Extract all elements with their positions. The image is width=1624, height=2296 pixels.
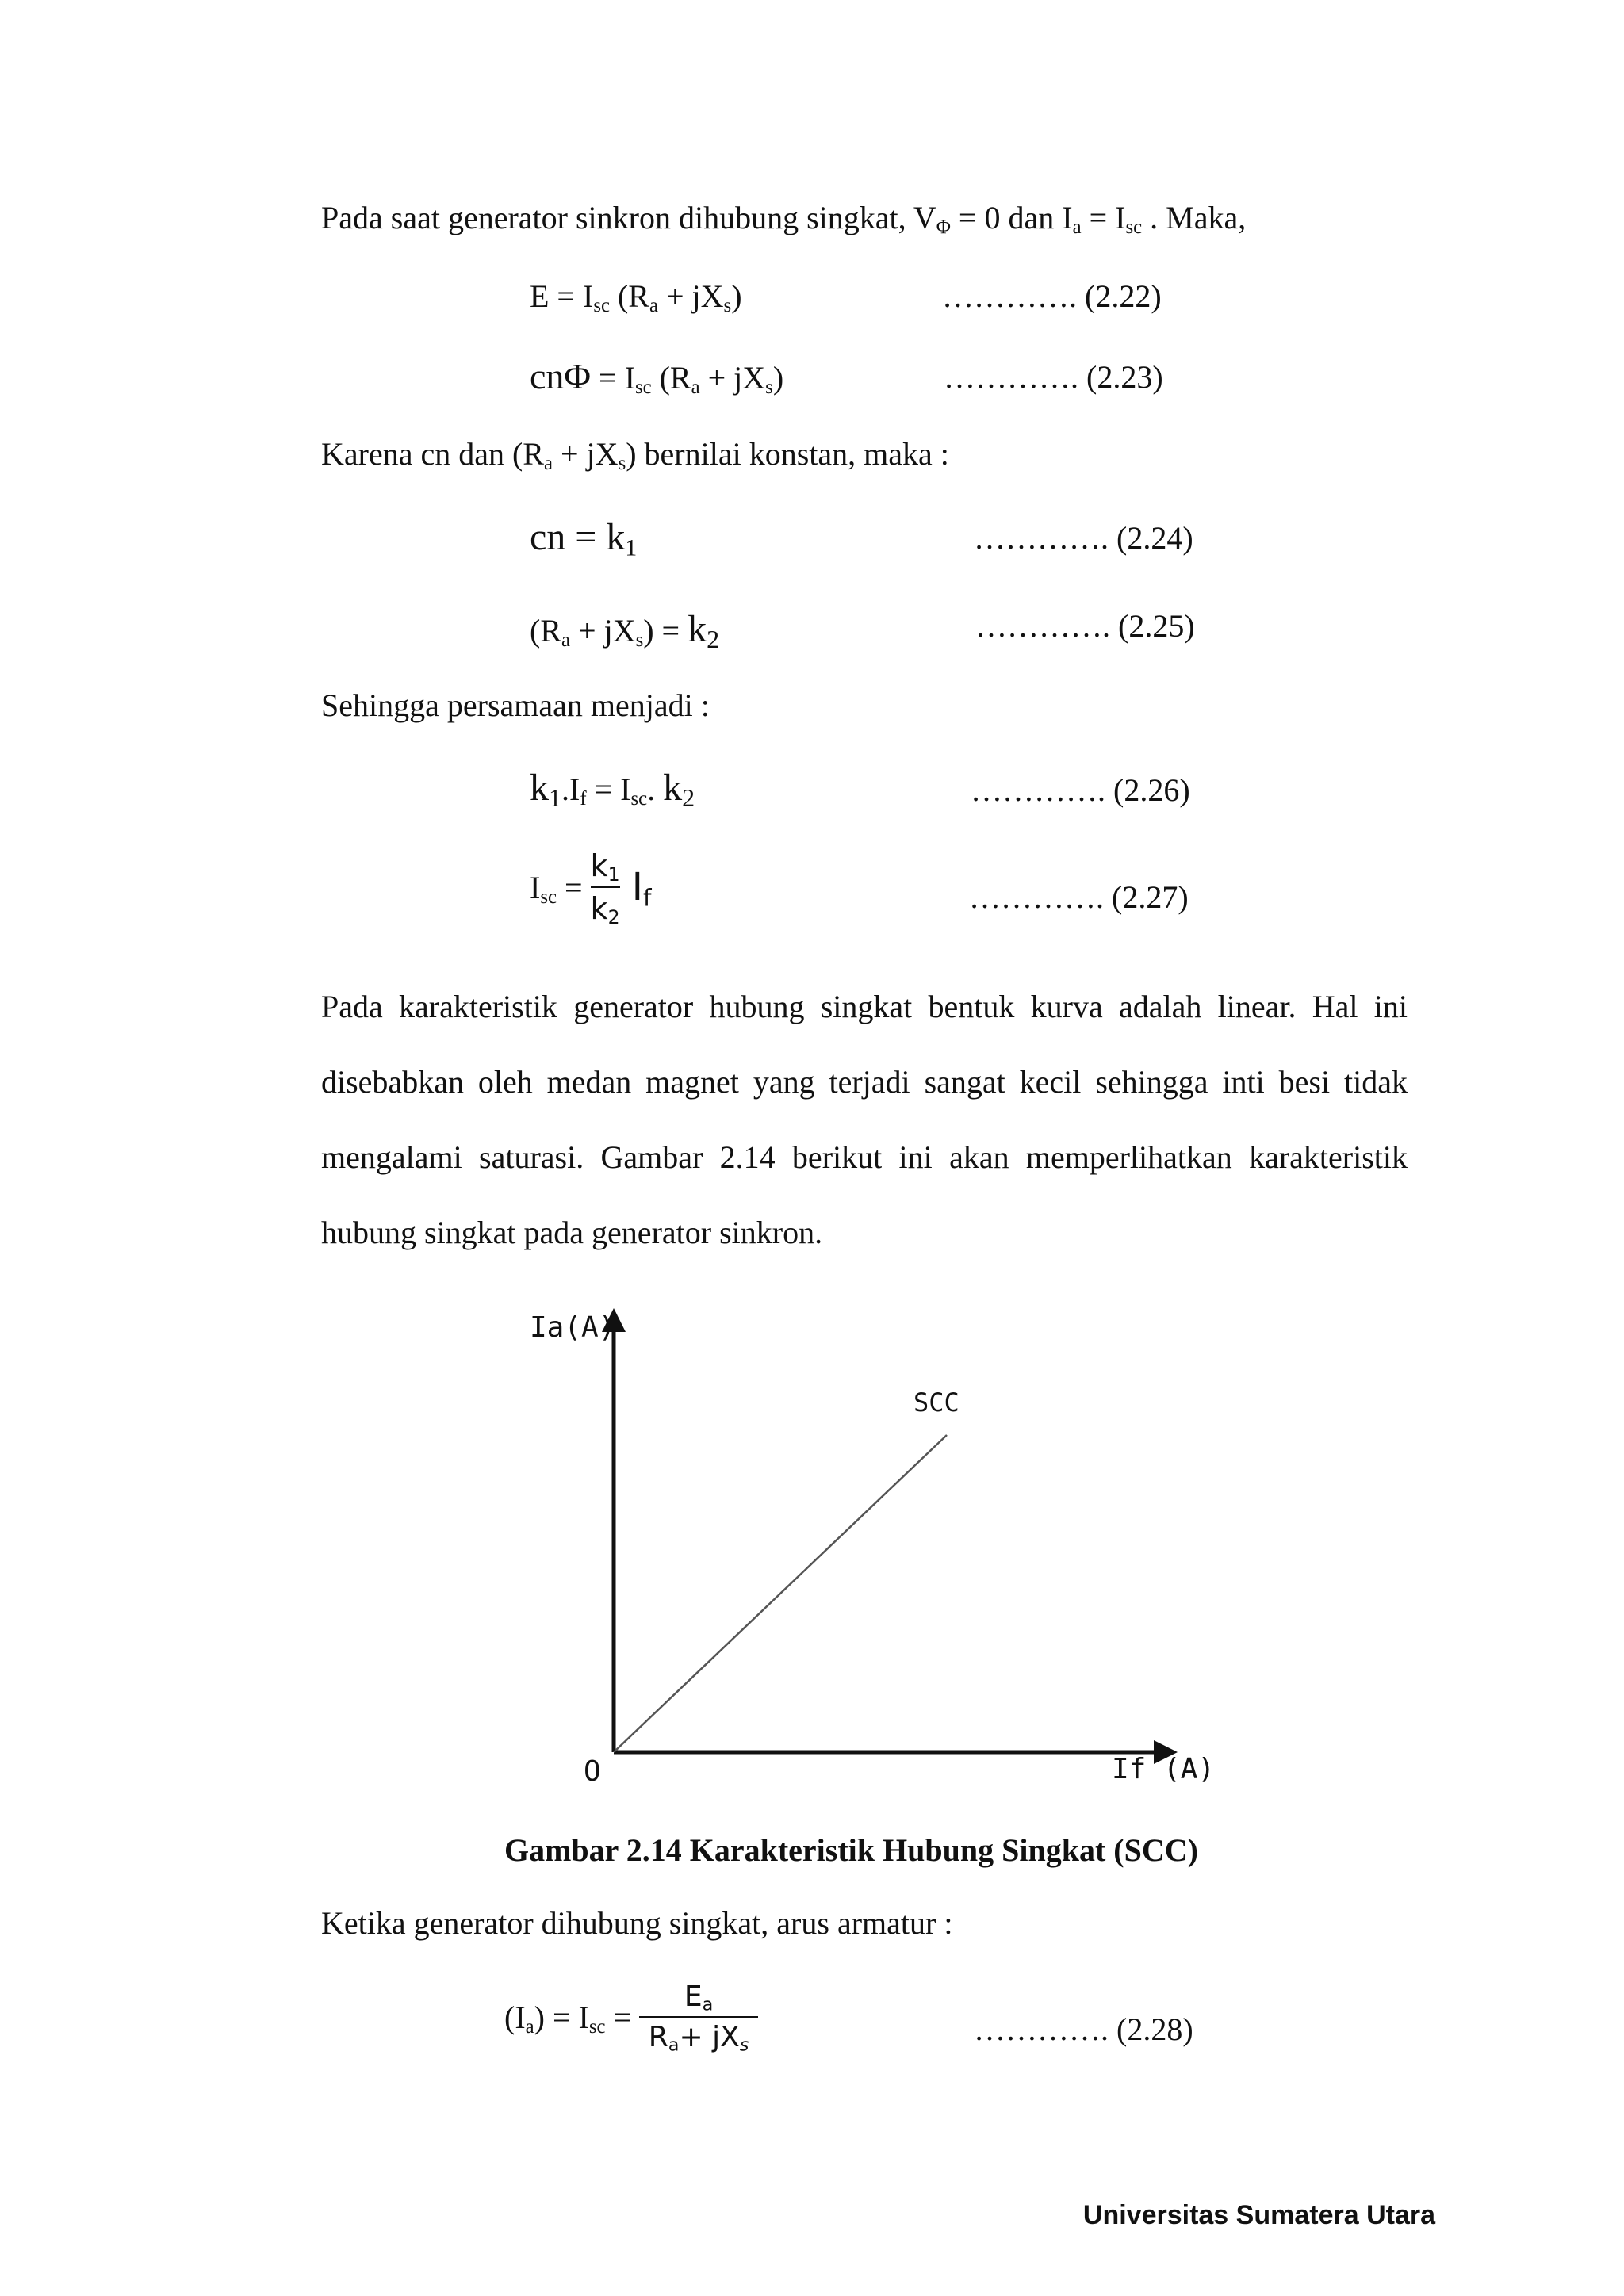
intro-v-sub: Φ: [936, 216, 951, 239]
paragraph-line-3: mengalami saturasi. Gambar 2.14 berikut ini akan memperlihatkan karakteristik: [321, 1139, 1408, 1175]
equation-2-22-number: …………. (2.22): [942, 278, 1162, 314]
scc-series-line: [614, 1435, 947, 1752]
equation-2-26: $k_1.I_f = I_{sc}$. $k_2$: [530, 767, 695, 812]
ketika-line: Ketika generator dihubung singkat, arus armatur :: [321, 1905, 953, 1941]
karena-a-sub: a: [543, 453, 553, 475]
equation-2-28: $(I_a) = I_{sc}$ = $\frac{E_a}{R_a+ jX_s}$: [504, 1980, 758, 2053]
equation-2-23: $cn\Phi = I_{sc}$ $(R_a + jX_s)$: [530, 356, 784, 399]
equation-2-24-number: …………. (2.24): [974, 520, 1193, 556]
karena-s-sub: s: [618, 453, 626, 475]
intro-sc-sub: sc: [1125, 216, 1143, 239]
equation-2-27: $I_{sc}$ = $\frac{k_1}{k_2}$ $I_f$: [530, 848, 652, 928]
intro-text-mid2: = I: [1081, 200, 1126, 235]
equation-2-23-number: …………. (2.23): [944, 359, 1163, 395]
equation-2-27-number: …………. (2.27): [969, 879, 1189, 915]
origin-label: O: [584, 1755, 601, 1788]
fraction-k1-k2: $\frac{k_1}{k_2}$: [590, 848, 620, 928]
figure-caption: Gambar 2.14 Karakteristik Hubung Singkat (SCC): [504, 1832, 1198, 1868]
fraction-ea-impedance: $\frac{E_a}{R_a+ jX_s}$: [639, 1980, 758, 2053]
karena-text: Karena cn dan (R: [321, 436, 544, 472]
equation-2-22: $E = I_{sc}$ $(R_a + jX_s)$: [530, 278, 742, 317]
paragraph-line-2: disebabkan oleh medan magnet yang terjadi sangat kecil sehingga inti besi tidak: [321, 1064, 1408, 1100]
intro-suffix: . Maka,: [1142, 200, 1247, 235]
karena-mid: + jX: [553, 436, 619, 472]
equation-2-25: $(R_a + jX_s) = k_2$: [530, 608, 720, 653]
equation-2-28-number: …………. (2.28): [974, 2011, 1193, 2047]
equation-2-25-number: …………. (2.25): [975, 608, 1195, 644]
intro-text: Pada saat generator sinkron dihubung singkat, V: [321, 200, 936, 235]
paragraph-line-1: Pada karakteristik generator hubung singkat bentuk kurva adalah linear. Hal ini: [321, 989, 1408, 1024]
y-axis-label: Ia(A): [530, 1311, 616, 1344]
equation-2-24: cn = $k_1$: [530, 516, 638, 561]
x-axis-label: If (A): [1112, 1753, 1216, 1785]
footer-university: Universitas Sumatera Utara: [1082, 2200, 1435, 2230]
scc-series-label: SCC: [914, 1387, 959, 1418]
intro-text-mid: = 0 dan I: [950, 200, 1073, 235]
paragraph-line-4: hubung singkat pada generator sinkron.: [321, 1215, 823, 1250]
sehingga-line: Sehingga persamaan menjadi :: [321, 687, 710, 723]
intro-a-sub: a: [1072, 216, 1082, 239]
karena-end: ) bernilai konstan, maka :: [626, 436, 949, 472]
equation-2-26-number: …………. (2.26): [971, 772, 1190, 808]
